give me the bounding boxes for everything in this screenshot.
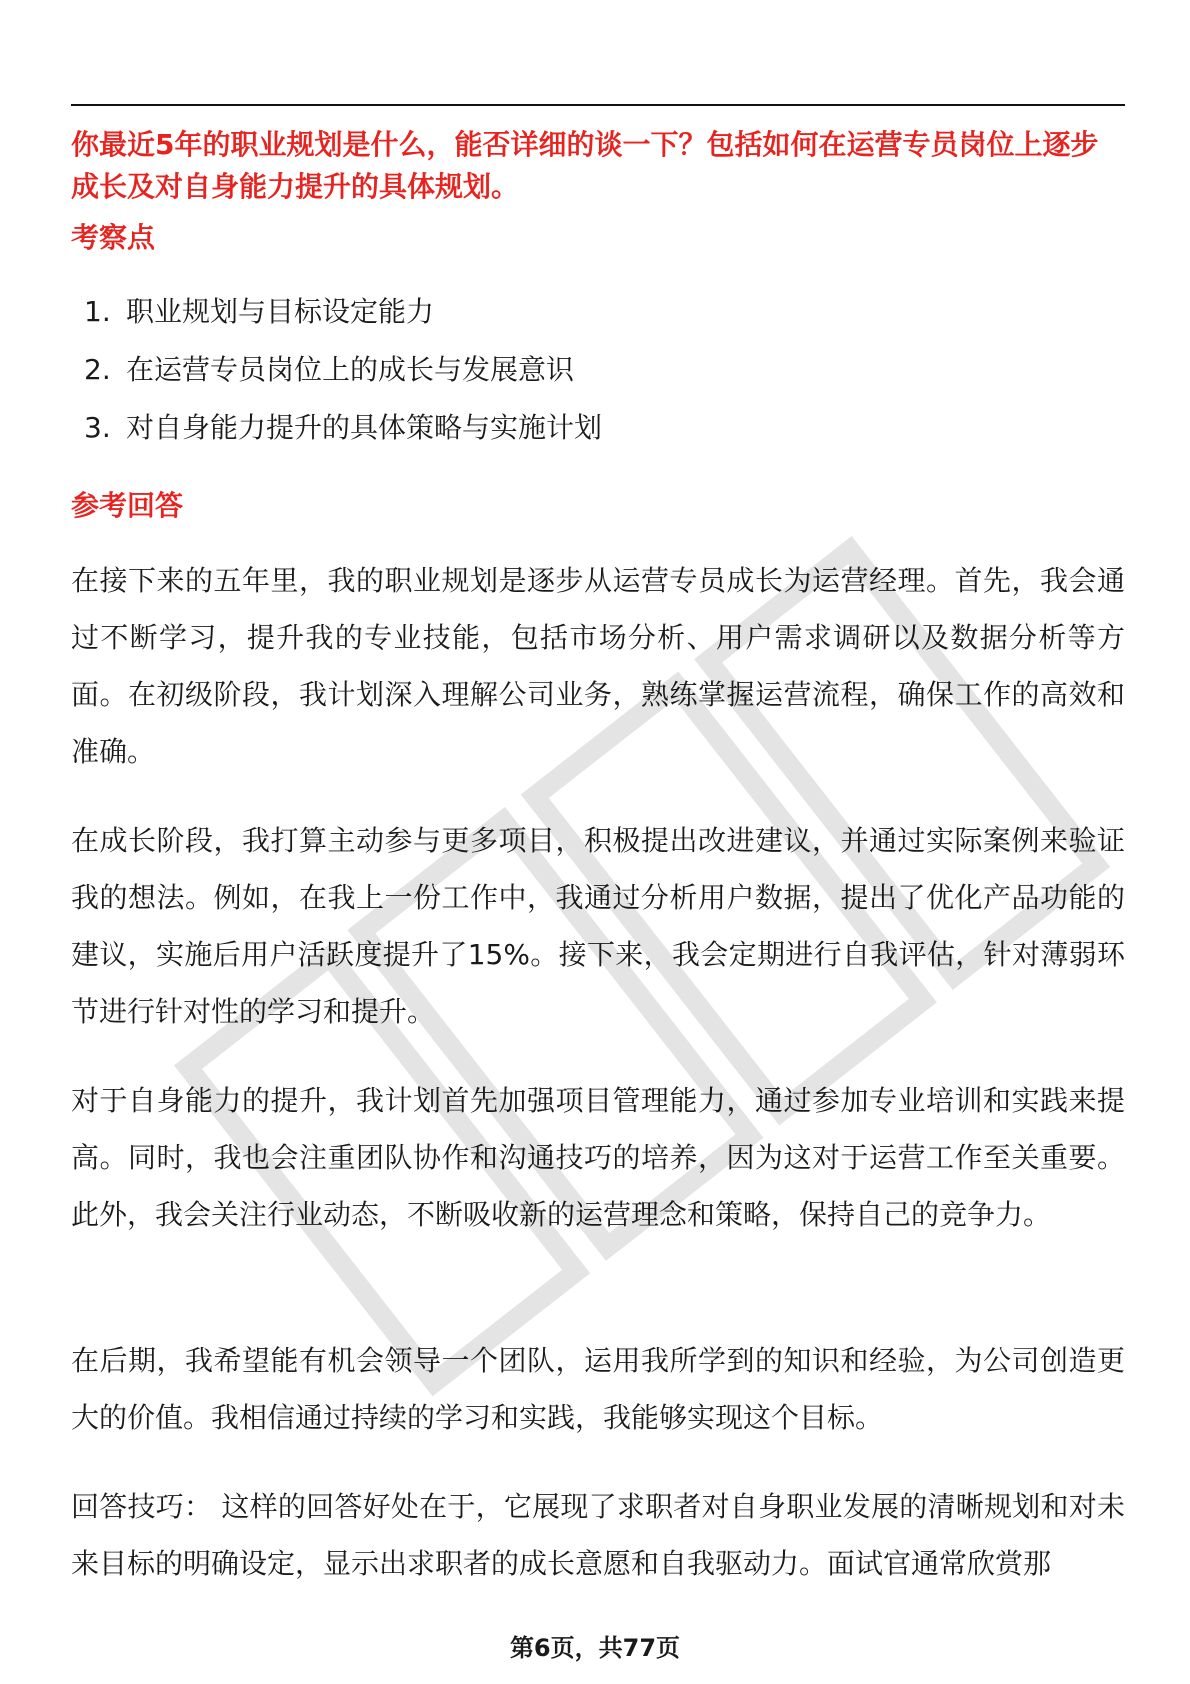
- list-item-number: 1.: [84, 295, 111, 328]
- question-title: 你最近5年的职业规划是什么，能否详细的谈一下？包括如何在运营专员岗位上逐步成长及对自身能力提升的具体规划。: [71, 128, 1099, 203]
- list-item-number: 2.: [84, 353, 111, 386]
- list-item: [84, 292, 602, 350]
- answer-heading: 参考回答: [71, 489, 184, 522]
- list-item-number: 3.: [84, 411, 111, 444]
- list-item: [84, 408, 602, 466]
- top-divider: [71, 104, 1125, 106]
- page-footer: 第6页，共77页: [509, 1634, 681, 1662]
- focus-heading: 考察点: [71, 221, 156, 254]
- list-item-text: 在运营专员岗位上的成长与发展意识: [126, 353, 575, 386]
- answer-paragraph-4: 在后期，我希望能有机会领导一个团队，运用我所学到的知识和经验，为公司创造更大的价值。我相信通过持续的学习和实践，我能够实现这个目标。: [71, 1344, 1125, 1434]
- answer-paragraph-3: 对于自身能力的提升，我计划首先加强项目管理能力，通过参加专业培训和实践来提高。同时，我也会注重团队协作和沟通技巧的培养，因为这对于运营工作至关重要。此外，我会关注行业动态，不断吸收新的运营理念和策略，保持自己的竞争力。: [71, 1084, 1125, 1231]
- answer-tips-paragraph: 回答技巧： 这样的回答好处在于，它展现了求职者对自身职业发展的清晰规划和对未来目标的明确设定，显示出求职者的成长意愿和自我驱动力。面试官通常欣赏那: [71, 1490, 1125, 1580]
- list-item-text: 对自身能力提升的具体策略与实施计划: [126, 411, 603, 444]
- focus-list: [84, 292, 602, 466]
- list-item-text: 职业规划与目标设定能力: [126, 295, 435, 328]
- list-item: [84, 350, 602, 408]
- answer-paragraph-2: 在成长阶段，我打算主动参与更多项目，积极提出改进建议，并通过实际案例来验证我的想法。例如，在我上一份工作中，我通过分析用户数据，提出了优化产品功能的建议，实施后用户活跃度提升了15%。接下来，我会定期进行自我评估，针对薄弱环节进行针对性的学习和提升。: [71, 824, 1125, 1028]
- answer-paragraph-1: 在接下来的五年里，我的职业规划是逐步从运营专员成长为运营经理。首先，我会通过不断学习，提升我的专业技能，包括市场分析、用户需求调研以及数据分析等方面。在初级阶段，我计划深入理解公司业务，熟练掌握运营流程，确保工作的高效和准确。: [71, 564, 1125, 768]
